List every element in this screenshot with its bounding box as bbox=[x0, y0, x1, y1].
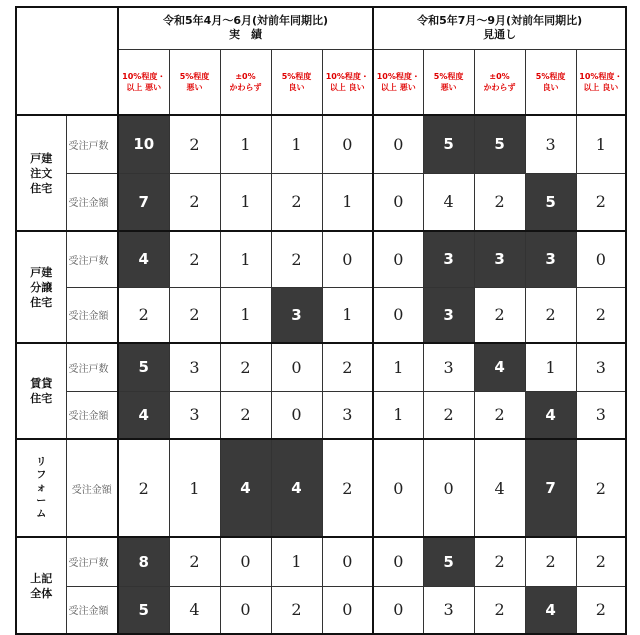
value-cell: 1 bbox=[322, 287, 373, 343]
category-header-cell bbox=[322, 49, 373, 115]
row-metric-label: 受注戸数 bbox=[66, 537, 118, 586]
value-cell-highlighted: 7 bbox=[118, 173, 169, 231]
row-metric-label: 受注金額 bbox=[66, 391, 118, 439]
section-label-line: 賃貸 bbox=[30, 377, 53, 390]
row-metric-label: 受注金額 bbox=[66, 287, 118, 343]
value-cell: 0 bbox=[373, 439, 423, 537]
section-label-line: 全体 bbox=[30, 586, 53, 600]
section-label-line: 注文 bbox=[30, 166, 53, 180]
section-label-line: ォ bbox=[36, 482, 47, 494]
category-header-cell bbox=[474, 49, 525, 115]
category-label-line1: 10%程度・ bbox=[376, 71, 420, 81]
row-metric-label: 受注金額 bbox=[66, 586, 118, 634]
category-label-line2: 良い bbox=[288, 82, 305, 92]
category-header-cell bbox=[373, 49, 423, 115]
value-cell: 2 bbox=[423, 391, 474, 439]
value-cell-highlighted: 5 bbox=[118, 343, 169, 391]
value-cell: 1 bbox=[525, 343, 576, 391]
category-header-cell bbox=[220, 49, 271, 115]
table-row bbox=[16, 537, 626, 586]
value-cell: 2 bbox=[220, 391, 271, 439]
category-label-line2: 悪い bbox=[440, 82, 457, 92]
value-cell: 4 bbox=[474, 439, 525, 537]
section-label-line: 戸建 bbox=[30, 151, 53, 165]
value-cell-highlighted: 5 bbox=[118, 586, 169, 634]
section-label-line: 住宅 bbox=[30, 295, 53, 309]
value-cell: 3 bbox=[169, 391, 220, 439]
period-forecast-line2: 見通し bbox=[483, 28, 517, 42]
section-label-cell bbox=[16, 343, 66, 439]
survey-table bbox=[15, 6, 627, 635]
value-cell-highlighted: 4 bbox=[525, 391, 576, 439]
table-row bbox=[16, 231, 626, 287]
category-label-line2: 良い bbox=[542, 82, 559, 92]
value-cell: 3 bbox=[169, 343, 220, 391]
value-cell: 0 bbox=[373, 115, 423, 173]
value-cell: 0 bbox=[423, 439, 474, 537]
section-label-line: 住宅 bbox=[30, 392, 53, 405]
value-cell: 1 bbox=[220, 173, 271, 231]
value-cell-highlighted: 8 bbox=[118, 537, 169, 586]
survey-table-container bbox=[15, 6, 625, 620]
section-label-line: リ bbox=[36, 456, 47, 468]
value-cell: 2 bbox=[576, 173, 626, 231]
table-row bbox=[16, 439, 626, 537]
value-cell: 3 bbox=[322, 391, 373, 439]
section-label-line: ム bbox=[36, 508, 47, 520]
value-cell: 2 bbox=[322, 343, 373, 391]
value-cell: 1 bbox=[271, 115, 322, 173]
value-cell: 1 bbox=[220, 287, 271, 343]
category-label-line1: 5%程度 bbox=[535, 71, 566, 81]
value-cell-highlighted: 3 bbox=[423, 287, 474, 343]
category-label-line2: 悪い bbox=[186, 82, 203, 92]
value-cell: 3 bbox=[576, 391, 626, 439]
category-label-line2: かわらず bbox=[229, 82, 262, 92]
row-metric-label: 受注戸数 bbox=[66, 231, 118, 287]
category-label-line1: ±0% bbox=[489, 71, 510, 81]
category-label-line1: 10%程度・ bbox=[122, 71, 166, 81]
table-row bbox=[16, 287, 626, 343]
category-label-line1: 5%程度 bbox=[281, 71, 312, 81]
category-header-cell bbox=[525, 49, 576, 115]
value-cell: 2 bbox=[525, 287, 576, 343]
section-label-line: 分譲 bbox=[30, 280, 53, 294]
value-cell: 2 bbox=[271, 173, 322, 231]
value-cell: 1 bbox=[271, 537, 322, 586]
category-header-cell bbox=[271, 49, 322, 115]
value-cell: 0 bbox=[322, 537, 373, 586]
value-cell: 1 bbox=[220, 231, 271, 287]
value-cell: 4 bbox=[423, 173, 474, 231]
value-cell: 0 bbox=[271, 391, 322, 439]
category-label-line1: 5%程度 bbox=[433, 71, 464, 81]
value-cell: 2 bbox=[169, 287, 220, 343]
value-cell: 2 bbox=[271, 231, 322, 287]
value-cell: 2 bbox=[118, 287, 169, 343]
value-cell: 3 bbox=[423, 343, 474, 391]
category-label-line2: 以上 悪い bbox=[126, 82, 162, 92]
value-cell: 0 bbox=[220, 537, 271, 586]
value-cell: 1 bbox=[220, 115, 271, 173]
period-forecast-line1: 令和5年7月～9月(対前年同期比) bbox=[417, 14, 583, 28]
row-metric-label: 受注戸数 bbox=[66, 343, 118, 391]
value-cell: 3 bbox=[576, 343, 626, 391]
value-cell: 2 bbox=[322, 439, 373, 537]
value-cell-highlighted: 4 bbox=[118, 231, 169, 287]
value-cell: 2 bbox=[474, 173, 525, 231]
section-label-line: ー bbox=[36, 495, 47, 507]
category-header-cell bbox=[169, 49, 220, 115]
value-cell: 2 bbox=[525, 537, 576, 586]
value-cell: 4 bbox=[169, 586, 220, 634]
value-cell: 0 bbox=[373, 173, 423, 231]
value-cell: 2 bbox=[271, 586, 322, 634]
value-cell-highlighted: 5 bbox=[474, 115, 525, 173]
section-label-line: 住宅 bbox=[30, 181, 53, 195]
value-cell: 2 bbox=[576, 537, 626, 586]
value-cell-highlighted: 4 bbox=[118, 391, 169, 439]
section-label-cell bbox=[16, 439, 66, 537]
section-label-line: 上記 bbox=[30, 571, 53, 585]
row-metric-label: 受注戸数 bbox=[66, 115, 118, 173]
value-cell: 0 bbox=[373, 287, 423, 343]
header-period-actual bbox=[118, 7, 373, 49]
value-cell: 2 bbox=[220, 343, 271, 391]
value-cell: 2 bbox=[118, 439, 169, 537]
value-cell-highlighted: 10 bbox=[118, 115, 169, 173]
value-cell: 0 bbox=[322, 115, 373, 173]
value-cell: 2 bbox=[474, 287, 525, 343]
period-actual-line1: 令和5年4月～6月(対前年同期比) bbox=[163, 14, 329, 28]
header-period-forecast bbox=[373, 7, 626, 49]
value-cell-highlighted: 7 bbox=[525, 439, 576, 537]
category-label-line2: 以上 悪い bbox=[380, 82, 416, 92]
value-cell: 0 bbox=[322, 231, 373, 287]
row-metric-label: 受注金額 bbox=[66, 173, 118, 231]
value-cell-highlighted: 4 bbox=[271, 439, 322, 537]
category-label-line1: 5%程度 bbox=[179, 71, 210, 81]
value-cell: 2 bbox=[474, 586, 525, 634]
header-corner-cell bbox=[16, 7, 118, 115]
survey-table-body bbox=[16, 115, 626, 634]
row-metric-label: 受注金額 bbox=[66, 439, 118, 537]
value-cell-highlighted: 5 bbox=[525, 173, 576, 231]
value-cell-highlighted: 5 bbox=[423, 115, 474, 173]
value-cell: 1 bbox=[373, 343, 423, 391]
value-cell: 1 bbox=[576, 115, 626, 173]
section-label-cell bbox=[16, 231, 66, 343]
section-label-cell bbox=[16, 115, 66, 231]
value-cell-highlighted: 5 bbox=[423, 537, 474, 586]
value-cell-highlighted: 3 bbox=[423, 231, 474, 287]
section-label-line: フ bbox=[36, 469, 47, 481]
category-header-cell bbox=[118, 49, 169, 115]
value-cell: 2 bbox=[169, 173, 220, 231]
period-actual-line2: 実 績 bbox=[229, 28, 263, 42]
value-cell: 1 bbox=[169, 439, 220, 537]
value-cell: 2 bbox=[576, 586, 626, 634]
table-row bbox=[16, 173, 626, 231]
value-cell: 2 bbox=[169, 231, 220, 287]
value-cell: 3 bbox=[423, 586, 474, 634]
value-cell: 2 bbox=[169, 115, 220, 173]
value-cell-highlighted: 4 bbox=[474, 343, 525, 391]
value-cell-highlighted: 4 bbox=[220, 439, 271, 537]
value-cell: 0 bbox=[322, 586, 373, 634]
table-row bbox=[16, 391, 626, 439]
value-cell: 2 bbox=[576, 439, 626, 537]
value-cell: 2 bbox=[474, 537, 525, 586]
value-cell: 0 bbox=[271, 343, 322, 391]
category-label-line1: 10%程度・ bbox=[325, 71, 369, 81]
category-header-cell bbox=[423, 49, 474, 115]
value-cell: 1 bbox=[373, 391, 423, 439]
value-cell-highlighted: 4 bbox=[525, 586, 576, 634]
value-cell: 3 bbox=[525, 115, 576, 173]
section-label-cell bbox=[16, 537, 66, 634]
value-cell: 0 bbox=[576, 231, 626, 287]
value-cell-highlighted: 3 bbox=[271, 287, 322, 343]
value-cell: 0 bbox=[220, 586, 271, 634]
value-cell: 0 bbox=[373, 537, 423, 586]
category-label-line1: 10%程度・ bbox=[579, 71, 623, 81]
value-cell: 2 bbox=[576, 287, 626, 343]
category-header-cell bbox=[576, 49, 626, 115]
category-label-line2: 以上 良い bbox=[329, 82, 365, 92]
value-cell: 2 bbox=[169, 537, 220, 586]
value-cell: 0 bbox=[373, 586, 423, 634]
table-row bbox=[16, 115, 626, 173]
value-cell: 1 bbox=[322, 173, 373, 231]
value-cell-highlighted: 3 bbox=[474, 231, 525, 287]
value-cell: 0 bbox=[373, 231, 423, 287]
category-label-line1: ±0% bbox=[235, 71, 256, 81]
table-row bbox=[16, 343, 626, 391]
category-label-line2: かわらず bbox=[483, 82, 516, 92]
category-label-line2: 以上 良い bbox=[583, 82, 619, 92]
value-cell-highlighted: 3 bbox=[525, 231, 576, 287]
value-cell: 2 bbox=[474, 391, 525, 439]
section-label-line: 戸建 bbox=[30, 265, 53, 279]
table-row bbox=[16, 586, 626, 634]
